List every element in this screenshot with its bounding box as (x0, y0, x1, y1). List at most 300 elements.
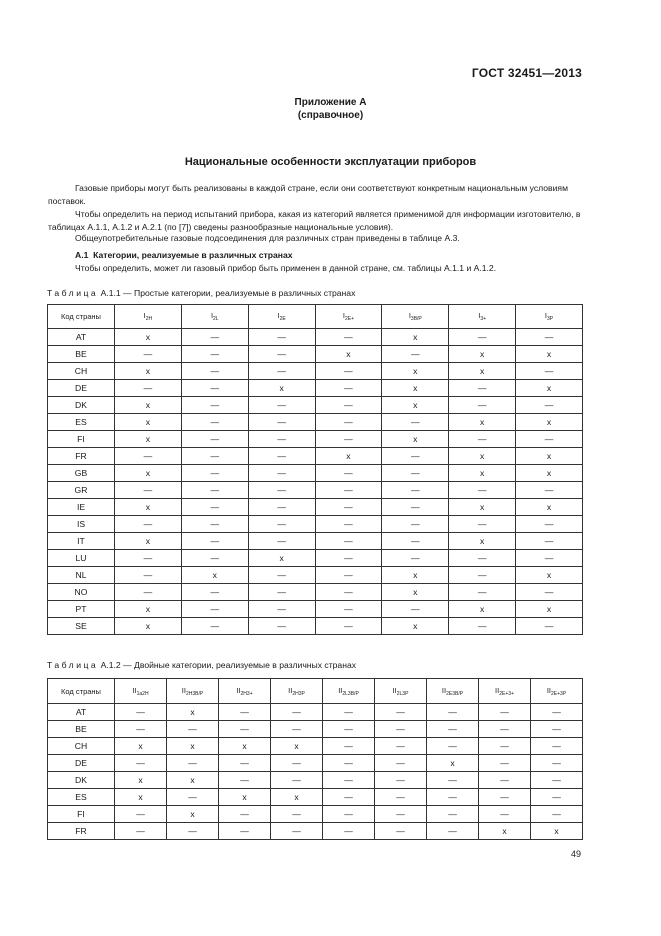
table-cell: — (375, 772, 427, 789)
table-cell: x (516, 380, 583, 397)
table-cell: — (315, 363, 382, 380)
table-cell: — (248, 516, 315, 533)
table-cell: — (315, 499, 382, 516)
table-cell: — (315, 465, 382, 482)
country-code-cell: CH (48, 363, 115, 380)
standard-code: ГОСТ 32451—2013 (471, 66, 582, 80)
subsection-number: А.1 (75, 250, 89, 260)
category-header (167, 679, 219, 704)
table-cell: x (382, 567, 449, 584)
table-cell: — (382, 516, 449, 533)
table-cell: — (181, 414, 248, 431)
country-code-cell: LU (48, 550, 115, 567)
table-cell: x (167, 738, 219, 755)
table-cell: — (315, 618, 382, 635)
table-cell: — (375, 806, 427, 823)
table-row (48, 601, 583, 618)
category-main: II (546, 685, 551, 695)
table-cell: x (516, 499, 583, 516)
table-cell: — (315, 329, 382, 346)
table-cell: — (248, 618, 315, 635)
table-cell: — (427, 806, 479, 823)
table-row (48, 414, 583, 431)
category-main: II (338, 685, 343, 695)
table-cell: — (516, 397, 583, 414)
table-row (48, 550, 583, 567)
table-cell: x (449, 465, 516, 482)
category-main: II (132, 685, 137, 695)
table-cell: x (315, 346, 382, 363)
table-cell: — (181, 431, 248, 448)
table-cell: — (248, 465, 315, 482)
table-cell: — (181, 346, 248, 363)
category-header (315, 305, 382, 329)
table-cell: — (382, 499, 449, 516)
table-cell: x (516, 601, 583, 618)
table-cell: — (427, 704, 479, 721)
table-cell: — (315, 601, 382, 618)
table-cell: — (181, 397, 248, 414)
table-cell: — (248, 397, 315, 414)
table-cell: x (382, 380, 449, 397)
table-cell: — (115, 806, 167, 823)
category-subscript: 3+ (480, 316, 487, 322)
table-cell: x (271, 738, 323, 755)
table-cell: — (375, 823, 427, 840)
table-cell: x (382, 618, 449, 635)
table-cell: — (516, 533, 583, 550)
category-subscript: 2H3+ (240, 690, 253, 697)
table-cell: — (315, 380, 382, 397)
table-row (48, 584, 583, 601)
appendix-subtitle: (справочное) (297, 110, 364, 121)
table-cell: — (427, 738, 479, 755)
table-cell: — (516, 516, 583, 533)
category-main: I (544, 311, 547, 320)
table-cell: — (167, 721, 219, 738)
table-cell: — (181, 465, 248, 482)
table-cell: — (516, 363, 583, 380)
table-cell: x (115, 431, 182, 448)
table-cell: — (115, 448, 182, 465)
table-cell: — (115, 567, 182, 584)
table-cell: — (479, 755, 531, 772)
country-code-cell: FI (48, 806, 115, 823)
table-cell: — (323, 755, 375, 772)
table-row (48, 397, 583, 414)
table-cell: — (315, 397, 382, 414)
table-cell: — (115, 755, 167, 772)
table-row (48, 567, 583, 584)
table-cell: — (427, 772, 479, 789)
table-row (48, 618, 583, 635)
table-cell: — (219, 704, 271, 721)
table-cell: — (315, 567, 382, 584)
country-code-cell: AT (48, 704, 115, 721)
table-cell: — (271, 806, 323, 823)
table-cell: — (248, 601, 315, 618)
category-main: II (392, 685, 397, 695)
section-title: Национальные особенности эксплуатации приборов (184, 156, 477, 168)
country-code-cell: AT (48, 329, 115, 346)
table-cell: — (248, 363, 315, 380)
table-cell: — (181, 499, 248, 516)
table-cell: x (167, 704, 219, 721)
table-row (48, 499, 583, 516)
category-subscript: 2L3P (396, 690, 409, 697)
country-code-cell: GB (48, 465, 115, 482)
table-cell: x (382, 397, 449, 414)
category-main: I (210, 311, 214, 320)
table-cell: — (516, 329, 583, 346)
table-row (48, 431, 583, 448)
table-cell: — (449, 516, 516, 533)
category-header (323, 679, 375, 704)
table-row (48, 465, 583, 482)
table-cell: x (115, 465, 182, 482)
table-cell: — (531, 755, 583, 772)
table-cell: — (181, 363, 248, 380)
country-code-cell: DE (48, 755, 115, 772)
table-header-row (48, 305, 583, 329)
table-cell: x (449, 499, 516, 516)
table-cell: — (382, 601, 449, 618)
table-cell: — (248, 482, 315, 499)
caption-text: А.1.1 — Простые категории, реализуемые в различных странах (100, 288, 356, 298)
table-cell: — (449, 618, 516, 635)
category-subscript: 2H3P (292, 690, 305, 697)
country-code-cell: SE (48, 618, 115, 635)
country-code-cell: IS (48, 516, 115, 533)
table-cell: x (271, 789, 323, 806)
table-cell: x (382, 329, 449, 346)
table-cell: x (516, 567, 583, 584)
table-cell: — (248, 329, 315, 346)
table-cell: — (248, 533, 315, 550)
table-cell: — (531, 772, 583, 789)
table-cell: — (382, 465, 449, 482)
category-header (219, 679, 271, 704)
table-row (48, 363, 583, 380)
category-main: I (342, 311, 345, 320)
category-subscript: 2E+ (344, 316, 355, 322)
paragraph: Чтобы определить на период испытаний прибора, какая из категорий является применимой для информации изготовителю, в таблицах А.1.1, А.1.2 и А.2.1 (по [7]) сведены разнообразные национальные условия). (48, 209, 581, 232)
table-cell: x (115, 772, 167, 789)
table-cell: — (323, 806, 375, 823)
category-subscript: 2E3B/P (446, 690, 464, 697)
table-row (48, 789, 583, 806)
table-cell: — (271, 755, 323, 772)
table-cell: — (323, 789, 375, 806)
table-cell: — (115, 584, 182, 601)
table-cell: — (248, 346, 315, 363)
table-cell: x (449, 363, 516, 380)
table-row (48, 738, 583, 755)
country-code-cell: DK (48, 772, 115, 789)
table-cell: — (375, 704, 427, 721)
table-cell: — (516, 482, 583, 499)
table-cell: — (181, 516, 248, 533)
table-row (48, 721, 583, 738)
table-cell: — (382, 533, 449, 550)
table-cell: — (449, 329, 516, 346)
table-cell: — (479, 772, 531, 789)
table-cell: — (449, 550, 516, 567)
table-cell: — (181, 482, 248, 499)
table-cell: — (181, 448, 248, 465)
table-cell: — (382, 482, 449, 499)
category-subscript: 2H3B/P (185, 690, 204, 697)
table-row (48, 448, 583, 465)
category-main: I (478, 311, 481, 320)
table-cell: — (181, 329, 248, 346)
table-cell: — (248, 431, 315, 448)
country-code-cell: PT (48, 601, 115, 618)
table-cell: — (382, 448, 449, 465)
table-cell: x (115, 499, 182, 516)
category-subscript: 3B/P (410, 316, 422, 322)
country-code-cell: CH (48, 738, 115, 755)
table-cell: — (219, 823, 271, 840)
table-row (48, 755, 583, 772)
table-cell: — (248, 499, 315, 516)
country-code-header: Код страны (48, 305, 115, 329)
table-cell: x (427, 755, 479, 772)
category-main: I (143, 311, 146, 320)
table-cell: — (248, 567, 315, 584)
table-cell: — (449, 584, 516, 601)
category-subscript: 2L3B/P (342, 690, 359, 697)
country-code-cell: BE (48, 346, 115, 363)
table-cell: — (219, 721, 271, 738)
table-cell: — (115, 516, 182, 533)
table-cell: — (427, 789, 479, 806)
table-cell: — (449, 567, 516, 584)
table-cell: — (427, 823, 479, 840)
table-cell: — (271, 704, 323, 721)
table-cell: x (115, 738, 167, 755)
table-cell: — (479, 721, 531, 738)
table-cell: — (115, 550, 182, 567)
category-header (479, 679, 531, 704)
table-cell: — (219, 755, 271, 772)
table-cell: x (315, 448, 382, 465)
category-subscript: 2L (213, 316, 219, 322)
table-cell: — (219, 806, 271, 823)
table-cell: — (323, 721, 375, 738)
country-code-cell: IE (48, 499, 115, 516)
table-cell: — (531, 721, 583, 738)
caption-word: Таблица (47, 660, 99, 670)
table-cell: — (531, 789, 583, 806)
table-cell: x (449, 533, 516, 550)
table-cell: — (167, 789, 219, 806)
table-cell: — (115, 380, 182, 397)
country-code-cell: ES (48, 414, 115, 431)
category-header (427, 679, 479, 704)
table-cell: x (115, 397, 182, 414)
table-cell: — (248, 584, 315, 601)
category-header (382, 305, 449, 329)
table-row (48, 772, 583, 789)
table-cell: x (115, 789, 167, 806)
table-cell: — (375, 789, 427, 806)
table-row (48, 516, 583, 533)
table-row (48, 823, 583, 840)
category-main: I (277, 311, 280, 320)
table-row (48, 704, 583, 721)
table-cell: — (323, 823, 375, 840)
table-cell: — (115, 346, 182, 363)
appendix-title: Приложение А (294, 97, 367, 108)
country-code-cell: IT (48, 533, 115, 550)
table-cell: — (449, 482, 516, 499)
table-row (48, 329, 583, 346)
page-number: 49 (570, 849, 581, 859)
caption-word: Таблица (47, 288, 99, 298)
category-header (516, 305, 583, 329)
category-subscript: 2H (145, 316, 153, 322)
table-cell: — (167, 755, 219, 772)
table-cell: — (115, 721, 167, 738)
table-cell: — (449, 397, 516, 414)
table-cell: — (271, 823, 323, 840)
table-cell: x (449, 601, 516, 618)
table-cell: x (115, 601, 182, 618)
table-cell: — (167, 823, 219, 840)
table-cell: — (375, 755, 427, 772)
table-cell: x (479, 823, 531, 840)
table-cell: x (248, 380, 315, 397)
table-cell: x (382, 584, 449, 601)
table-cell: x (382, 431, 449, 448)
table-cell: — (449, 380, 516, 397)
category-subscript: 3P (546, 316, 554, 322)
subsection-heading (75, 250, 293, 260)
table-cell: — (115, 482, 182, 499)
table-cell: x (115, 363, 182, 380)
country-code-cell: NO (48, 584, 115, 601)
table-row (48, 806, 583, 823)
table-cell: x (516, 448, 583, 465)
table-cell: — (531, 738, 583, 755)
table-cell: x (516, 465, 583, 482)
table-cell: — (516, 431, 583, 448)
table-cell: x (449, 414, 516, 431)
category-header (375, 679, 427, 704)
category-main: II (288, 685, 293, 695)
table-cell: — (115, 704, 167, 721)
table-cell: — (181, 584, 248, 601)
table-cell: x (219, 789, 271, 806)
table-row (48, 346, 583, 363)
category-subscript: 2E+3P (551, 690, 567, 697)
table-cell: x (115, 329, 182, 346)
table-cell: x (167, 806, 219, 823)
caption-text: А.1.2 — Двойные категории, реализуемые в различных странах (100, 660, 357, 670)
table-cell: x (167, 772, 219, 789)
table-cell: — (323, 704, 375, 721)
table-cell: — (115, 823, 167, 840)
table-cell: — (181, 601, 248, 618)
country-code-header: Код страны (48, 679, 115, 704)
table-row (48, 380, 583, 397)
table-row (48, 533, 583, 550)
country-code-cell: FR (48, 823, 115, 840)
country-code-cell: FI (48, 431, 115, 448)
country-code-cell: NL (48, 567, 115, 584)
country-code-cell: ES (48, 789, 115, 806)
country-code-cell: GR (48, 482, 115, 499)
category-main: II (236, 685, 241, 695)
table-row (48, 482, 583, 499)
table-cell: — (323, 738, 375, 755)
table-cell: x (219, 738, 271, 755)
category-subscript: 1a2H (136, 690, 149, 697)
table-cell: — (219, 772, 271, 789)
table-cell: — (315, 550, 382, 567)
table-cell: — (271, 772, 323, 789)
country-code-cell: BE (48, 721, 115, 738)
dual-categories-table (47, 678, 583, 840)
category-header (115, 305, 182, 329)
table-cell: — (323, 772, 375, 789)
category-header (271, 679, 323, 704)
table-cell: — (181, 533, 248, 550)
country-code-cell: DK (48, 397, 115, 414)
table-cell: — (375, 721, 427, 738)
table-cell: — (382, 550, 449, 567)
category-header (181, 305, 248, 329)
category-subscript: 2E+3+ (499, 690, 514, 697)
country-code-cell: FR (48, 448, 115, 465)
table-cell: — (375, 738, 427, 755)
table-cell: — (531, 704, 583, 721)
table-cell: x (181, 567, 248, 584)
table-cell: — (315, 482, 382, 499)
subsection-title: Категории, реализуемые в различных странах (93, 250, 293, 260)
table-cell: x (115, 533, 182, 550)
category-main: II (495, 685, 500, 695)
paragraph: Газовые приборы могут быть реализованы в каждой стране, если они соответствуют конкретным национальным условиям поставок. (48, 183, 568, 206)
table-cell: — (516, 550, 583, 567)
table-cell: — (427, 721, 479, 738)
table-cell: — (479, 806, 531, 823)
table-cell: — (531, 806, 583, 823)
table-cell: — (315, 516, 382, 533)
paragraph: Общеупотребительные газовые подсоединения для различных стран приведены в таблице А.3. (75, 233, 460, 243)
table-cell: — (315, 431, 382, 448)
table-cell: x (382, 363, 449, 380)
table-cell: x (115, 414, 182, 431)
table-cell: — (181, 618, 248, 635)
category-header (115, 679, 167, 704)
table-cell: — (479, 704, 531, 721)
category-subscript: 2E (279, 316, 286, 322)
table-cell: — (315, 414, 382, 431)
country-code-cell: DE (48, 380, 115, 397)
paragraph: Чтобы определить, может ли газовый прибор быть применен в данной стране, см. таблицы А.1.1 и А.1.2. (75, 263, 497, 273)
table-cell: x (531, 823, 583, 840)
table-cell: x (449, 346, 516, 363)
table-cell: — (248, 414, 315, 431)
table-cell: — (382, 346, 449, 363)
simple-categories-table (47, 304, 583, 635)
table-cell: — (479, 738, 531, 755)
table-cell: — (315, 533, 382, 550)
table-cell: x (115, 618, 182, 635)
table-caption (47, 660, 356, 670)
